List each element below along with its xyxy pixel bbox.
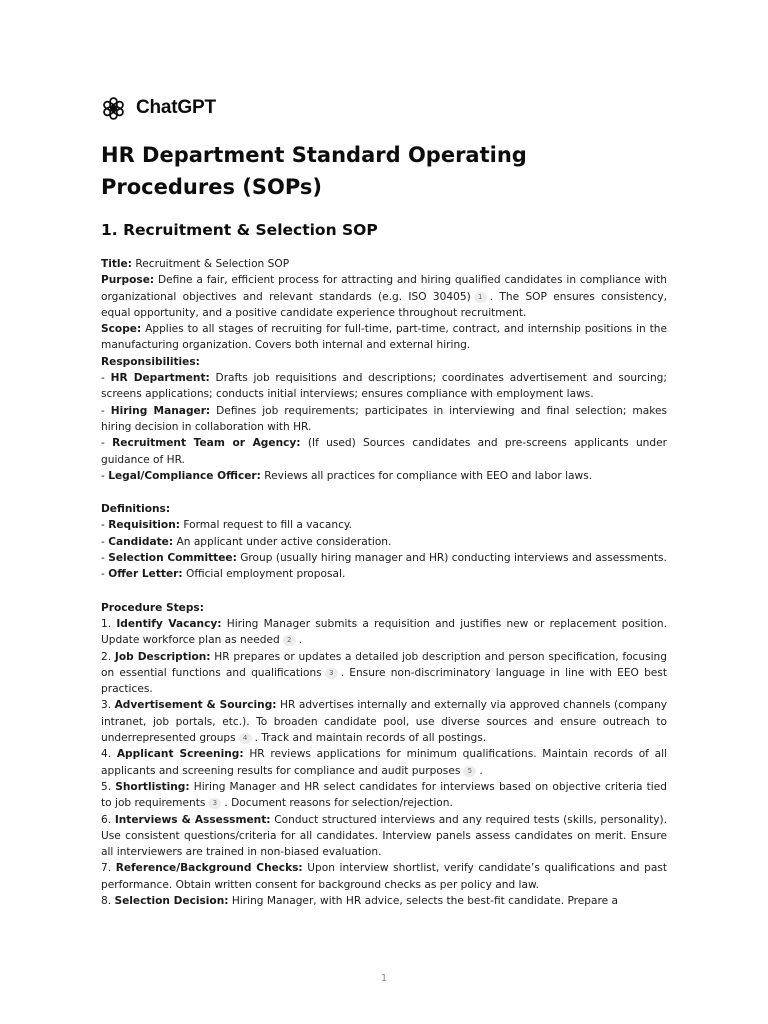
step-label: Identify Vacancy: — [116, 617, 222, 630]
procedure-step — [101, 779, 667, 812]
responsibility-role: Legal/Compliance Officer: — [108, 469, 261, 482]
brand-name: ChatGPT — [136, 97, 216, 118]
step-label: Job Description: — [114, 650, 211, 663]
definitions-label: Definitions: — [101, 503, 171, 516]
definition-term: Requisition: — [108, 519, 180, 532]
step-number: 6. — [101, 813, 112, 826]
responsibility-item: - HR Department: Drafts job requisitions and descriptions; coordinates advertisement and sourcing; screens applications; conducts initial interviews; ensures compliance with employment laws. — [101, 372, 667, 401]
responsibility-item: - Recruitment Team or Agency: (If used) Sources candidates and pre-screens applicants under guidance of HR. — [101, 437, 667, 466]
responsibility-item: - Legal/Compliance Officer: Reviews all practices for compliance with EEO and labor laws. — [101, 469, 593, 482]
step-label: Selection Decision: — [114, 894, 229, 907]
responsibility-text: Drafts job requisitions and descriptions; coordinates advertisement and sourcing; screens applications; conducts initial interviews; ensures compliance with employment laws. — [101, 372, 667, 401]
title-value: Recruitment & Selection SOP — [135, 258, 290, 270]
procedure-step — [101, 697, 667, 746]
citation-badge[interactable]: 4 — [239, 733, 252, 744]
definition-text: Official employment proposal. — [185, 568, 346, 581]
definitions-heading — [101, 501, 667, 517]
step-label: Applicant Screening: — [116, 748, 244, 761]
definition-term: Selection Committee: — [108, 552, 237, 565]
citation-badge[interactable]: 3 — [325, 668, 338, 679]
responsibility-text: Reviews all practices for compliance with EEO and labor laws. — [264, 469, 593, 482]
responsibility-role: HR Department: — [110, 372, 210, 385]
purpose-text-continued: . The SOP ensures consistency, equal opportunity, and a positive candidate experience throughout recruitment. — [101, 290, 668, 319]
document-title: HR Department Standard Operating Procedures (SOPs) — [101, 143, 527, 199]
scope-label: Scope: — [101, 323, 142, 336]
step-label: Shortlisting: — [115, 780, 190, 793]
scope-paragraph — [101, 321, 667, 354]
citation-badge[interactable]: 1 — [474, 292, 487, 303]
procedure-step — [101, 616, 667, 649]
step-text-continued: . Ensure non-discriminatory language in line with EEO best practices. — [101, 666, 667, 696]
procedure-step — [101, 893, 667, 909]
purpose-paragraph — [101, 272, 667, 321]
responsibility-role: Recruitment Team or Agency: — [112, 437, 301, 450]
step-number: 5. — [101, 780, 112, 793]
step-number: 1. — [101, 617, 112, 630]
responsibility-text: Defines job requirements; participates in interviewing and final selection; makes hiring decision in collaboration with HR. — [101, 404, 667, 433]
step-text: HR advertises internally and externally via approved channels (company intranet, job portals, etc.). To broaden candidate pool, use diverse sources and ensure outreach to underrepresented groups — [101, 699, 668, 745]
procedure-label: Procedure Steps: — [101, 601, 204, 614]
procedure-step — [101, 812, 667, 861]
page-number: 1 — [380, 973, 388, 984]
definition-item: - Selection Committee: Group (usually hiring manager and HR) conducting interviews and assessments. — [101, 552, 667, 565]
step-text-continued: . Track and maintain records of all postings. — [254, 732, 487, 745]
step-text-continued: . — [479, 764, 483, 777]
purpose-label: Purpose: — [101, 274, 155, 287]
responsibility-role: Hiring Manager: — [110, 404, 211, 417]
brand-header — [101, 95, 216, 121]
document-body — [101, 256, 667, 909]
responsibility-text: (If used) Sources candidates and pre-screens applicants under guidance of HR. — [101, 437, 667, 466]
step-text: HR reviews applications for minimum qualifications. Maintain records of all applicants and screening results for compliance and audit purposes — [101, 748, 668, 777]
step-text: Hiring Manager submits a requisition and justifies new or replacement position. Update workforce plan as needed — [101, 617, 668, 647]
step-number: 4. — [101, 748, 112, 761]
responsibilities-label: Responsibilities: — [101, 355, 200, 368]
openai-logo-icon — [101, 96, 126, 121]
definition-text: An applicant under active consideration. — [176, 535, 392, 548]
purpose-text: Define a fair, efficient process for attracting and hiring qualified candidates in compliance with organizational objectives and relevant standards (e.g. ISO 30405) — [101, 274, 668, 303]
section-title: 1. Recruitment & Selection SOP — [101, 221, 378, 239]
step-number: 7. — [101, 862, 112, 875]
step-label: Interviews & Assessment: — [114, 813, 271, 826]
step-label: Reference/Background Checks: — [115, 862, 303, 875]
scope-text: Applies to all stages of recruiting for full-time, part-time, contract, and internship positions in the manufacturing organization. Covers both internal and external hiring. — [101, 323, 668, 352]
definition-term: Candidate: — [108, 535, 174, 548]
step-text-continued: . — [298, 634, 303, 647]
definition-item: - Offer Letter: Official employment proposal. — [101, 568, 346, 581]
step-label: Advertisement & Sourcing: — [114, 699, 277, 712]
step-text: Hiring Manager and HR select candidates for interviews based on objective criteria tied to job requirements — [101, 780, 667, 810]
citation-badge[interactable]: 5 — [463, 766, 476, 777]
definition-item: - Requisition: Formal request to fill a vacancy. — [101, 519, 353, 532]
step-text: Hiring Manager, with HR advice, selects the best-fit candidate. Prepare a — [231, 894, 619, 907]
procedure-heading — [101, 600, 667, 616]
procedure-step — [101, 649, 667, 698]
definition-item: - Candidate: An applicant under active consideration. — [101, 535, 392, 548]
procedure-step — [101, 746, 667, 779]
definition-text: Group (usually hiring manager and HR) conducting interviews and assessments. — [240, 552, 667, 565]
step-number: 2. — [101, 650, 112, 663]
step-number: 3. — [101, 699, 112, 712]
citation-badge[interactable]: 2 — [283, 635, 296, 646]
spacer — [101, 484, 667, 501]
responsibility-item: - Hiring Manager: Defines job requirements; participates in interviewing and final selection; makes hiring decision in collaboration with HR. — [101, 404, 667, 433]
spacer — [101, 583, 667, 600]
title-line — [101, 256, 667, 272]
step-text: HR prepares or updates a detailed job description and person specification, focusing on essential functions and qualifications — [101, 650, 667, 679]
step-text: Conduct structured interviews and any required tests (skills, personality). Use consistent questions/criteria for all candidates. Interview panels assess candidates on merit. Ensure all interviewers are trained in non-biased evaluation. — [101, 813, 667, 859]
procedure-step — [101, 860, 667, 893]
title-label: Title: — [101, 258, 132, 270]
step-text-continued: . Document reasons for selection/rejection. — [224, 797, 453, 810]
definition-term: Offer Letter: — [108, 568, 183, 581]
citation-badge[interactable]: 3 — [208, 798, 221, 809]
step-number: 8. — [101, 894, 112, 907]
responsibilities-heading — [101, 354, 667, 370]
definition-text: Formal request to fill a vacancy. — [183, 519, 353, 532]
step-text: Upon interview shortlist, verify candidate’s qualifications and past performance. Obtain written consent for background checks as per policy and law. — [101, 862, 667, 891]
